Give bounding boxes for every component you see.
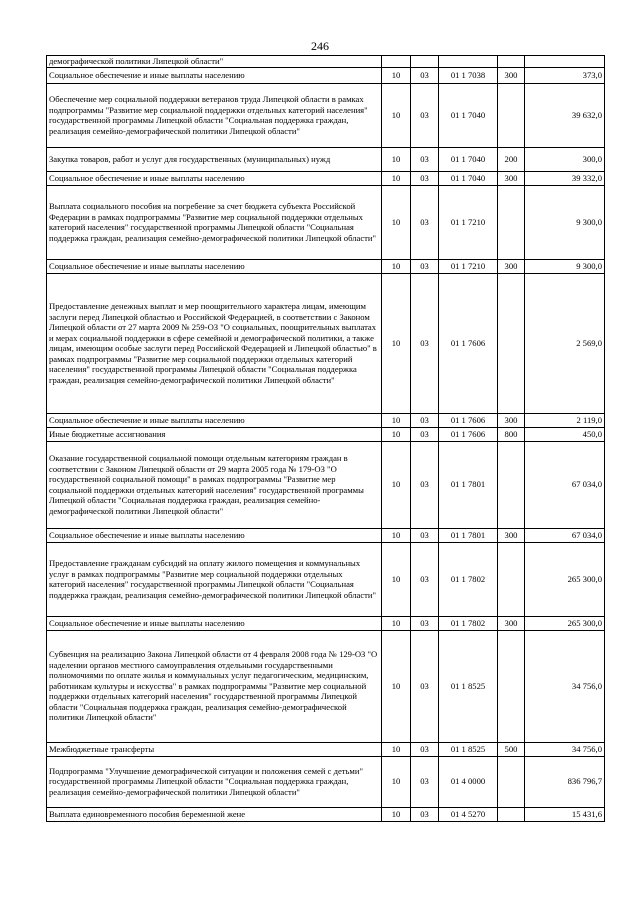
subsection-code: 03 [411, 413, 439, 427]
target-article-code: 01 1 7038 [439, 67, 498, 83]
section-code: 10 [382, 273, 411, 413]
table-row [47, 83, 605, 147]
section-code: 10 [382, 185, 411, 259]
amount [525, 56, 605, 68]
section-code: 10 [382, 147, 411, 171]
subsection-code: 03 [411, 441, 439, 528]
row-description: Подпрограмма "Улучшение демографической ситуации и положения семей с детьми" государственной программы Липецкой области "Социальная поддержка граждан, реализация семейно-демографической политики Липецкой области" [47, 756, 382, 807]
target-article-code: 01 1 8525 [439, 630, 498, 742]
row-description: Социальное обеспечение и иные выплаты населению [47, 171, 382, 185]
row-description: Предоставление гражданам субсидий на оплату жилого помещения и коммунальных услуг в рамках подпрограммы "Развитие мер социальной поддержки отдельных категорий населения" государственной программы Липецкой области "Социальная поддержка граждан, реализация семейно-демографической политики Липецкой области" [47, 542, 382, 616]
budget-table [46, 55, 605, 822]
subsection-code: 03 [411, 630, 439, 742]
target-article-code: 01 1 7606 [439, 427, 498, 441]
expense-type-code [498, 273, 525, 413]
section-code: 10 [382, 427, 411, 441]
target-article-code: 01 1 7040 [439, 171, 498, 185]
expense-type-code: 300 [498, 528, 525, 542]
amount: 450,0 [525, 427, 605, 441]
expense-type-code [498, 441, 525, 528]
section-code: 10 [382, 542, 411, 616]
expense-type-code [498, 542, 525, 616]
target-article-code: 01 1 7210 [439, 259, 498, 273]
subsection-code: 03 [411, 807, 439, 821]
subsection-code: 03 [411, 273, 439, 413]
expense-type-code: 300 [498, 259, 525, 273]
table-row [47, 171, 605, 185]
target-article-code: 01 1 7801 [439, 528, 498, 542]
target-article-code: 01 4 5270 [439, 807, 498, 821]
expense-type-code: 500 [498, 742, 525, 756]
subsection-code: 03 [411, 259, 439, 273]
amount: 15 431,6 [525, 807, 605, 821]
table-row [47, 67, 605, 83]
subsection-code [411, 56, 439, 68]
section-code: 10 [382, 259, 411, 273]
section-code: 10 [382, 630, 411, 742]
table-row [47, 528, 605, 542]
amount: 67 034,0 [525, 441, 605, 528]
target-article-code: 01 1 7606 [439, 273, 498, 413]
row-description: Выплата социального пособия на погребение за счет бюджета субъекта Российской Федерации в рамках подпрограммы "Развитие мер социальной поддержки отдельных категорий населения" государственной программы Липецкой области "Социальная поддержка граждан, реализация семейно-демографической политики Липецкой области" [47, 185, 382, 259]
subsection-code: 03 [411, 171, 439, 185]
subsection-code: 03 [411, 147, 439, 171]
row-description: Социальное обеспечение и иные выплаты населению [47, 413, 382, 427]
subsection-code: 03 [411, 616, 439, 630]
row-description: Предоставление денежных выплат и мер поощрительного характера лицам, имеющим заслуги перед Липецкой областью и Российской Федерацией, в соответствии с Законом Липецкой области от 27 марта 2009 № 259-ОЗ "О социальных, поощрительных выплатах и мерах социальной поддержки в сфере семейной и демографической политики, а также лицам, имеющим особые заслуги перед Российской Федерацией и Липецкой областью" в рамках подпрограммы "Развитие мер социальной поддержки отдельных категорий населения" государственной программы Липецкой области "Социальная поддержка граждан, реализация семейно-демографической политики Липецкой области" [47, 273, 382, 413]
expense-type-code: 300 [498, 616, 525, 630]
table-row [47, 427, 605, 441]
target-article-code [439, 56, 498, 68]
section-code: 10 [382, 807, 411, 821]
row-description: Оказание государственной социальной помощи отдельным категориям граждан в соответствии с Законом Липецкой области от 29 марта 2005 года № 179-ОЗ "О государственной социальной помощи" в рамках подпрограммы "Развитие мер социальной поддержки отдельных категорий населения" государственной программы Липецкой области "Социальная поддержка граждан, реализация семейно-демографической политики Липецкой области" [47, 441, 382, 528]
target-article-code: 01 1 7210 [439, 185, 498, 259]
table-row [47, 630, 605, 742]
section-code: 10 [382, 83, 411, 147]
amount: 39 332,0 [525, 171, 605, 185]
expense-type-code: 300 [498, 67, 525, 83]
expense-type-code: 300 [498, 171, 525, 185]
table-row [47, 756, 605, 807]
row-description: демографической политики Липецкой области" [47, 56, 382, 68]
amount: 265 300,0 [525, 616, 605, 630]
row-description: Субвенция на реализацию Закона Липецкой области от 4 февраля 2008 года № 129-ОЗ "О наделении органов местного самоуправления отдельными государственными полномочиями по оплате жилья и коммунальных услуг педагогическим, медицинским, работникам культуры и искусства" в рамках подпрограммы "Развитие мер социальной поддержки отдельных категорий населения" государственной программы Липецкой области "Социальная поддержка граждан, реализация семейно-демографической политики Липецкой области" [47, 630, 382, 742]
amount: 9 300,0 [525, 259, 605, 273]
subsection-code: 03 [411, 742, 439, 756]
expense-type-code: 300 [498, 413, 525, 427]
subsection-code: 03 [411, 83, 439, 147]
expense-type-code [498, 185, 525, 259]
section-code: 10 [382, 413, 411, 427]
table-row [47, 56, 605, 68]
subsection-code: 03 [411, 185, 439, 259]
expense-type-code [498, 807, 525, 821]
row-description: Социальное обеспечение и иные выплаты населению [47, 616, 382, 630]
row-description: Обеспечение мер социальной поддержки ветеранов труда Липецкой области в рамках подпрограммы "Развитие мер социальной поддержки отдельных категорий населения" государственной программы Липецкой области "Социальная поддержка граждан, реализация семейно-демографической политики Липецкой области" [47, 83, 382, 147]
target-article-code: 01 4 0000 [439, 756, 498, 807]
row-description: Социальное обеспечение и иные выплаты населению [47, 259, 382, 273]
subsection-code: 03 [411, 542, 439, 616]
table-row [47, 542, 605, 616]
amount: 2 569,0 [525, 273, 605, 413]
amount: 39 632,0 [525, 83, 605, 147]
target-article-code: 01 1 7040 [439, 83, 498, 147]
row-description: Иные бюджетные ассигнования [47, 427, 382, 441]
subsection-code: 03 [411, 528, 439, 542]
expense-type-code [498, 630, 525, 742]
target-article-code: 01 1 7606 [439, 413, 498, 427]
amount: 300,0 [525, 147, 605, 171]
table-row [47, 259, 605, 273]
table-row [47, 441, 605, 528]
section-code: 10 [382, 528, 411, 542]
table-row [47, 185, 605, 259]
target-article-code: 01 1 7802 [439, 616, 498, 630]
amount: 34 756,0 [525, 630, 605, 742]
expense-type-code [498, 56, 525, 68]
amount: 9 300,0 [525, 185, 605, 259]
row-description: Закупка товаров, работ и услуг для государственных (муниципальных) нужд [47, 147, 382, 171]
subsection-code: 03 [411, 67, 439, 83]
table-row [47, 147, 605, 171]
section-code: 10 [382, 616, 411, 630]
row-description: Выплата единовременного пособия беременной жене [47, 807, 382, 821]
page-number: 246 [311, 39, 329, 53]
row-description: Межбюджетные трансферты [47, 742, 382, 756]
section-code: 10 [382, 67, 411, 83]
section-code: 10 [382, 171, 411, 185]
section-code: 10 [382, 756, 411, 807]
section-code: 10 [382, 441, 411, 528]
amount: 373,0 [525, 67, 605, 83]
expense-type-code [498, 83, 525, 147]
table-row [47, 807, 605, 821]
amount: 2 119,0 [525, 413, 605, 427]
amount: 836 796,7 [525, 756, 605, 807]
expense-type-code [498, 756, 525, 807]
target-article-code: 01 1 7040 [439, 147, 498, 171]
expense-type-code: 200 [498, 147, 525, 171]
amount: 265 300,0 [525, 542, 605, 616]
amount: 34 756,0 [525, 742, 605, 756]
subsection-code: 03 [411, 427, 439, 441]
table-row [47, 413, 605, 427]
table-row [47, 616, 605, 630]
target-article-code: 01 1 7801 [439, 441, 498, 528]
table-row [47, 742, 605, 756]
section-code [382, 56, 411, 68]
row-description: Социальное обеспечение и иные выплаты населению [47, 67, 382, 83]
target-article-code: 01 1 8525 [439, 742, 498, 756]
row-description: Социальное обеспечение и иные выплаты населению [47, 528, 382, 542]
amount: 67 034,0 [525, 528, 605, 542]
section-code: 10 [382, 742, 411, 756]
budget-table-body [47, 56, 605, 822]
subsection-code: 03 [411, 756, 439, 807]
table-row [47, 273, 605, 413]
expense-type-code: 800 [498, 427, 525, 441]
target-article-code: 01 1 7802 [439, 542, 498, 616]
